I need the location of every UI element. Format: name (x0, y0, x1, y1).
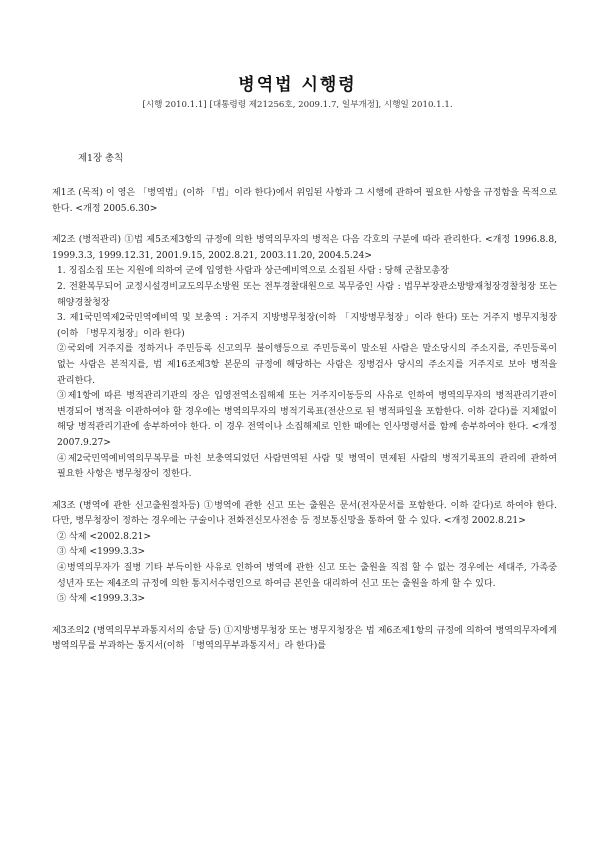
article-paragraph: ⑤ 삭제 <1999.3.3> (57, 594, 146, 605)
article-3 (52, 499, 557, 608)
article-paragraph: ③ 삭제 <1999.3.3> (57, 547, 146, 558)
article-paragraph: 제2조 (병적관리) ①법 제5조제3항의 규정에 의한 병역의무자의 병적은 다음 각호의 구분에 따라 관리한다. <개정 1996.8.8, 1999.3.3, 1999.12.31, 2001.9.15, 2002.8.21, 2003.11.20, 2004.5.24> (52, 235, 557, 261)
article-paragraph: ④병역의무자가 질병 기타 부득이한 사유로 인하여 병역에 관한 신고 또는 출원을 직접 할 수 없는 경우에는 세대주, 가족중 성년자 또는 제4조의 규정에 의한 통지서수령인으로 하여금 본인을 대리하여 신고 또는 출원을 하게 할 수 있다. (57, 563, 557, 589)
article-1 (52, 186, 557, 217)
article-paragraph: 제1조 (목적) 이 영은 「병역법」(이하 「법」이라 한다)에서 위임된 사항과 그 시행에 관하여 필요한 사항을 규정함을 목적으로 한다. <개정 2005.6.30> (52, 188, 557, 214)
article-paragraph: ④제2국민역예비역의무복무를 마친 보충역되었던 사람면역된 사람 및 병역이 면제된 사람의 병적기록표의 관리에 관하여 필요한 사항은 병무청장이 정한다. (57, 453, 557, 480)
article-paragraph: ②국외에 거주지를 정하거나 주민등록 신고의무 불이행등으로 주민등록이 말소된 사람은 말소당시의 주소지를, 주민등록이 없는 사람은 본적지를, 법 제16조제3항 본문의 규정에 해당하는 사람은 징병검사 당시의 주소지를 거주지로 보아 병적을 관리한다. (57, 344, 557, 386)
article-paragraph: ③제1항에 따른 병적관리기관의 장은 입영전역소집해제 또는 거주지이동등의 사유로 인하여 병역의무자의 병적관리기관이 변경되어 병적을 이관하여야 할 경우에는 병역의무자의 병적기록표(전산으로 된 병적파일을 포함한다. 이하 같다)를 지체없이 해당 병적관리기관에 송부하여야 한다. 이 경우 전역이나 소집해제로 인한 때에는 인사명령서를 함께 송부하여야 한다. <개정 2007.9.27> (57, 391, 557, 448)
article-3-2 (52, 624, 557, 655)
article-paragraph: 제3조의2 (병역의무부과통지서의 송달 등) ①지방병무청장 또는 병무지청장은 법 제6조제1항의 규정에 의하여 병역의무자에게 병역의무를 부과하는 통지서(이하 「병역의무부과통지서」라 한다)를 (52, 625, 557, 652)
article-2 (52, 233, 557, 483)
article-item: 2. 전환복무되어 교정시설경비교도의무소방원 또는 전투경찰대원으로 복무중인 사람 : 법무부장관소방방재청장경찰청장 또는 해양경찰청장 (57, 281, 557, 308)
document-title: 병역법 시행령 (238, 75, 357, 95)
article-paragraph: 제3조 (병역에 관한 신고출원절차등) ①병역에 관한 신고 또는 출원은 문서(전자문서를 포함한다. 이하 같다)로 하여야 한다. 다만, 병무청장이 정하는 경우에는 구술이나 전화전신모사전송 등 정보통신망을 통하여 할 수 있다. <개정 2002.8.21> (52, 500, 557, 527)
article-item: 3. 제1국민역제2국민역예비역 및 보충역 : 거주지 지방병무청장(이하 「지방병무청장」이라 한다) 또는 거주지 병무지청장(이하 「병무지청장」이라 한다) (57, 313, 557, 339)
article-paragraph: ② 삭제 <2002.8.21> (57, 531, 151, 542)
document-body (52, 150, 557, 671)
chapter-heading: 제1장 총칙 (78, 153, 124, 164)
document-meta: [시행 2010.1.1] [대통령령 제21256호, 2009.1.7, 일부개정], 시행일 2010.1.1. (142, 100, 453, 110)
article-item: 1. 징집소집 또는 지원에 의하여 군에 입영한 사람과 상근예비역으로 소집된 사람 : 당해 군참모총장 (57, 266, 449, 277)
